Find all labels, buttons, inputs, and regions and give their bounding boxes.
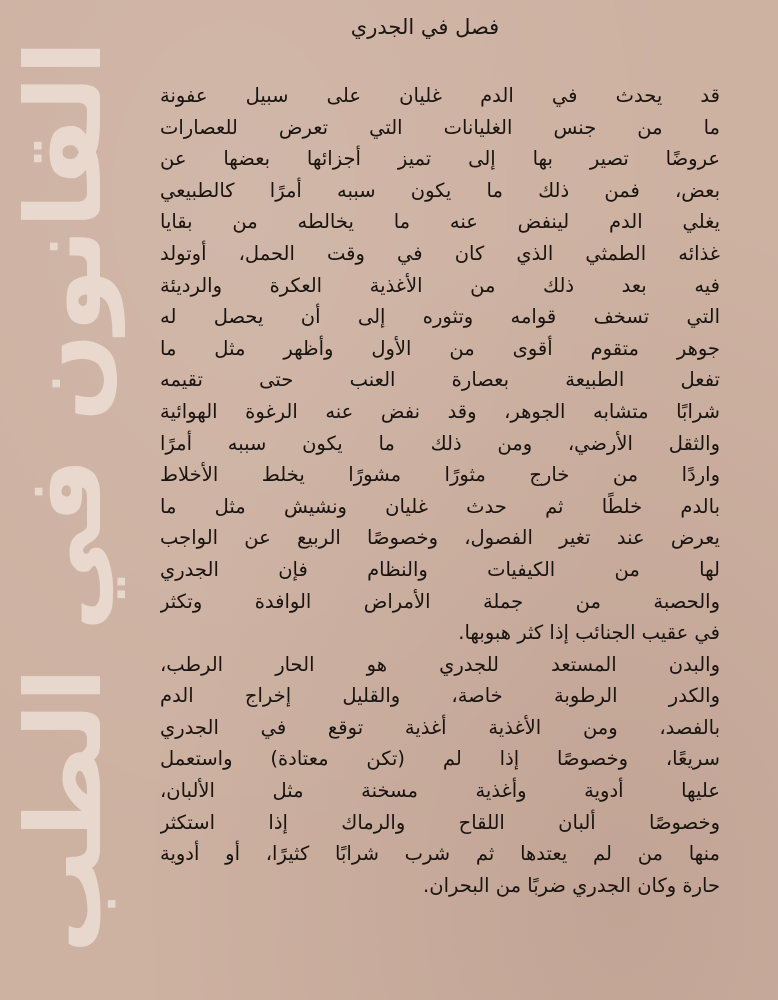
text-line: والثقل الأرضي، ومن ذلك ما يكون سببه أمرًا — [160, 431, 720, 455]
text-line: والكدر الرطوبة خاصة، والقليل إخراج الدم — [160, 684, 720, 708]
text-line: يعرض عند تغير الفصول، وخصوصًا الربيع عن الواجب — [160, 526, 720, 550]
text-line: حارة وكان الجدري ضربًا من البحران. — [423, 873, 720, 897]
vertical-book-title: القانون في الطب — [3, 40, 125, 954]
text-line: قد يحدث في الدم غليان على سبيل عفونة — [160, 84, 720, 107]
text-line: ما من جنس الغليانات التي تعرض للعصارات — [160, 115, 720, 139]
text-line: يغلي الدم لينفض عنه ما يخالطه من بقايا — [160, 210, 720, 234]
text-line: تفعل الطبيعة بعصارة العنب حتى تقيمه — [160, 368, 720, 392]
text-line: واردًا من خارج مثورًا مشورًا يخلط الأخلاط — [160, 463, 720, 487]
text-line: لها من الكيفيات والنظام فإن الجدري — [160, 557, 720, 581]
text-line: وخصوصًا ألبان اللقاح والرماك إذا استكثر — [160, 810, 720, 834]
text-line: عليها أدوية وأغذية مسخنة مثل الألبان، — [160, 779, 720, 803]
text-line: منها من لم يعتدها ثم شرب شرابًا كثيرًا، أو أدوية — [160, 842, 720, 866]
text-line: بالفصد، ومن الأغذية أغذية توقع في الجدري — [160, 715, 720, 739]
text-line: التي تسخف قوامه وتثوره إلى أن يحصل له — [160, 305, 720, 329]
text-line: والحصبة من جملة الأمراض الوافدة وتكثر — [160, 589, 720, 613]
text-line: في عقيب الجنائب إذا كثر هبوبها. — [458, 621, 720, 645]
text-line: فيه بعد ذلك من الأغذية العكرة والرديئة — [160, 273, 720, 297]
text-line: والبدن المستعد للجدري هو الحار الرطب، — [160, 652, 720, 676]
chapter-title: فصل في الجدري — [350, 15, 500, 39]
text-line: بالدم خلطًا ثم حدث غليان ونشيش مثل ما — [160, 494, 720, 518]
paragraph — [160, 80, 720, 649]
text-line: شرابًا متشابه الجوهر، وقد نفض عنه الرغوة الهوائية — [160, 399, 720, 423]
paragraph — [160, 649, 720, 902]
text-line: غذائه الطمثي الذي كان في وقت الحمل، أوتولد — [160, 241, 720, 265]
text-line: سريعًا، وخصوصًا إذا لم (تكن معتادة) واستعمل — [160, 747, 720, 771]
text-line: جوهر متقوم أقوى من الأول وأظهر مثل ما — [160, 336, 720, 360]
text-line: عروضًا تصير بها إلى تميز أجزائها بعضها عن — [160, 147, 720, 171]
text-line: بعض، فمن ذلك ما يكون سببه أمرًا كالطبيعي — [160, 178, 720, 202]
body-text — [160, 80, 720, 901]
